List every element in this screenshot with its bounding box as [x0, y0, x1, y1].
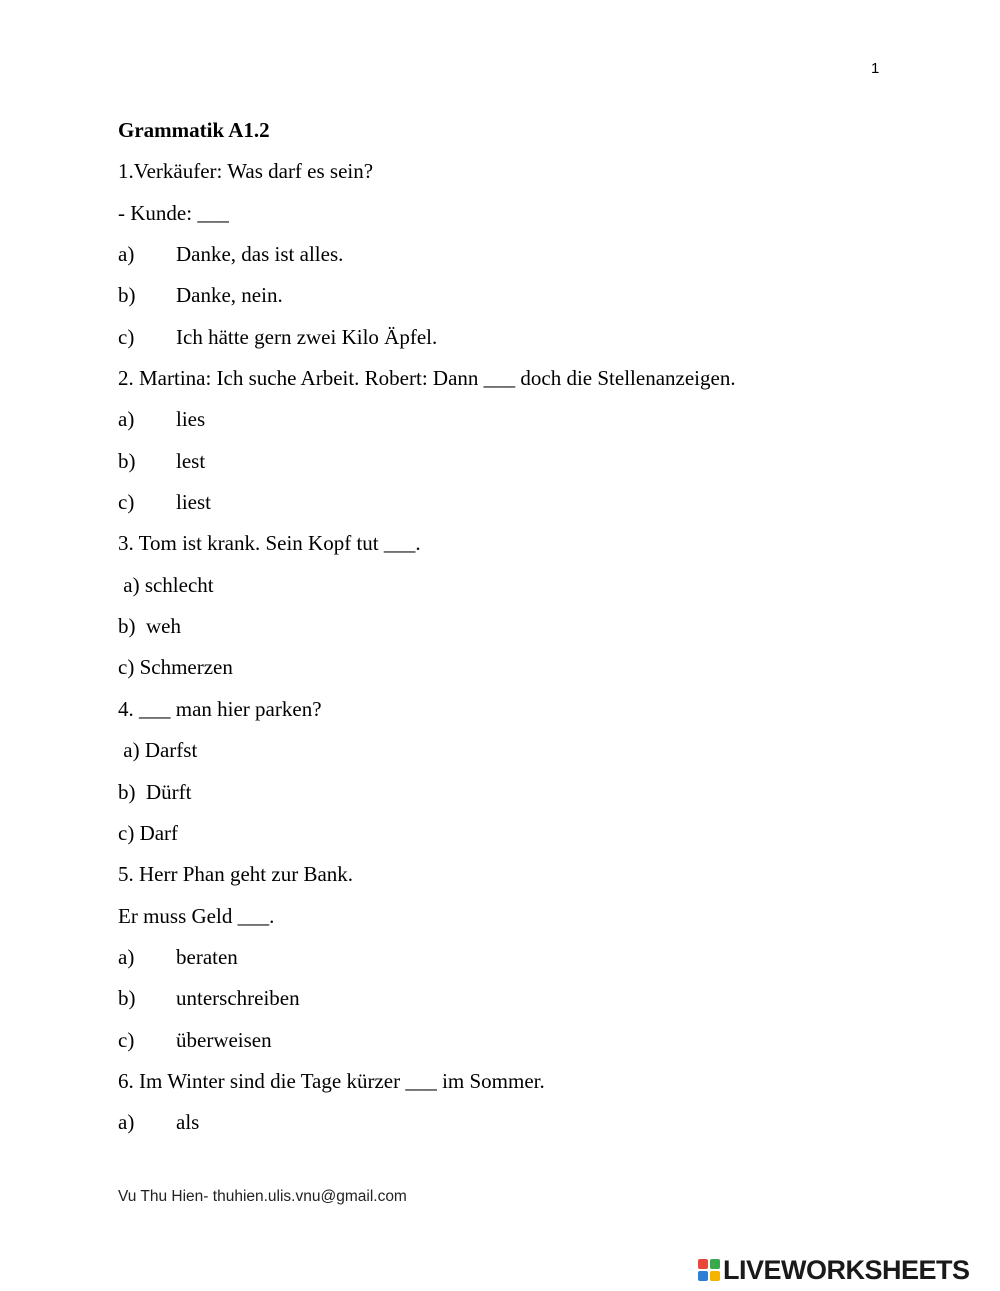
- option-text: Danke, das ist alles.: [176, 242, 344, 267]
- option-letter: a): [118, 944, 135, 969]
- option-letter: c): [118, 324, 135, 349]
- question-5-option-1: [118, 942, 918, 983]
- option-text: Ich hätte gern zwei Kilo Äpfel.: [176, 324, 438, 349]
- question-3-line-1: 3. Tom ist krank. Sein Kopf tut ___.: [118, 531, 421, 556]
- question-5-option-2: [118, 983, 918, 1024]
- question-2-option-3: [118, 487, 918, 528]
- page-number: 1: [871, 60, 880, 77]
- option-letter: b): [118, 448, 136, 473]
- question-2-option-2: [118, 446, 918, 487]
- option-letter: b): [118, 283, 136, 308]
- option-text: Danke, nein.: [176, 283, 283, 308]
- question-4-line-1: 4. ___ man hier parken?: [118, 696, 322, 721]
- liveworksheets-brand: [698, 1254, 970, 1286]
- question-1-option-2: [118, 280, 918, 321]
- option-text: lies: [176, 407, 206, 432]
- question-5-line-1: 5. Herr Phan geht zur Bank.: [118, 862, 354, 887]
- footer-author: Vu Thu Hien- thuhien.ulis.vnu@gmail.com: [118, 1188, 407, 1205]
- option-text: als: [176, 1110, 200, 1135]
- question-4-option-2: b) Dürft: [118, 779, 192, 804]
- option-letter: a): [118, 242, 135, 267]
- worksheet-content: [118, 115, 918, 1149]
- option-text: liest: [176, 490, 211, 515]
- question-5-line-2: Er muss Geld ___.: [118, 903, 275, 928]
- logo-square-1: [698, 1259, 708, 1269]
- liveworksheets-logo-icon: [698, 1259, 720, 1281]
- option-text: beraten: [176, 944, 238, 969]
- option-letter: a): [118, 407, 135, 432]
- option-text: überweisen: [176, 1027, 272, 1052]
- question-6-line-1: 6. Im Winter sind die Tage kürzer ___ im Sommer.: [118, 1068, 545, 1093]
- option-text: lest: [176, 448, 206, 473]
- brand-name: LIVEWORKSHEETS: [723, 1254, 970, 1285]
- question-1-line-2: - Kunde: ___: [118, 200, 229, 225]
- question-3-option-3: c) Schmerzen: [118, 655, 233, 680]
- question-4-option-1: a) Darfst: [118, 738, 198, 763]
- logo-square-3: [698, 1271, 708, 1281]
- question-3-option-2: b) weh: [118, 614, 181, 639]
- question-3-option-1: a) schlecht: [118, 572, 214, 597]
- question-1-line-1: 1.Verkäufer: Was darf es sein?: [118, 159, 374, 184]
- option-letter: c): [118, 490, 135, 515]
- logo-square-4: [710, 1271, 720, 1281]
- question-1-option-1: [118, 239, 918, 280]
- question-2-line-1: 2. Martina: Ich suche Arbeit. Robert: Dann ___ doch die Stellenanzeigen.: [118, 366, 736, 391]
- logo-square-2: [710, 1259, 720, 1269]
- option-letter: b): [118, 986, 136, 1011]
- question-1-option-3: [118, 322, 918, 363]
- question-4-option-3: c) Darf: [118, 820, 179, 845]
- question-5-option-3: [118, 1025, 918, 1066]
- worksheet-title: Grammatik A1.2: [118, 118, 270, 142]
- option-letter: c): [118, 1027, 135, 1052]
- question-2-option-1: [118, 404, 918, 445]
- option-letter: a): [118, 1110, 135, 1135]
- option-text: unterschreiben: [176, 986, 300, 1011]
- question-6-option-1: [118, 1107, 918, 1148]
